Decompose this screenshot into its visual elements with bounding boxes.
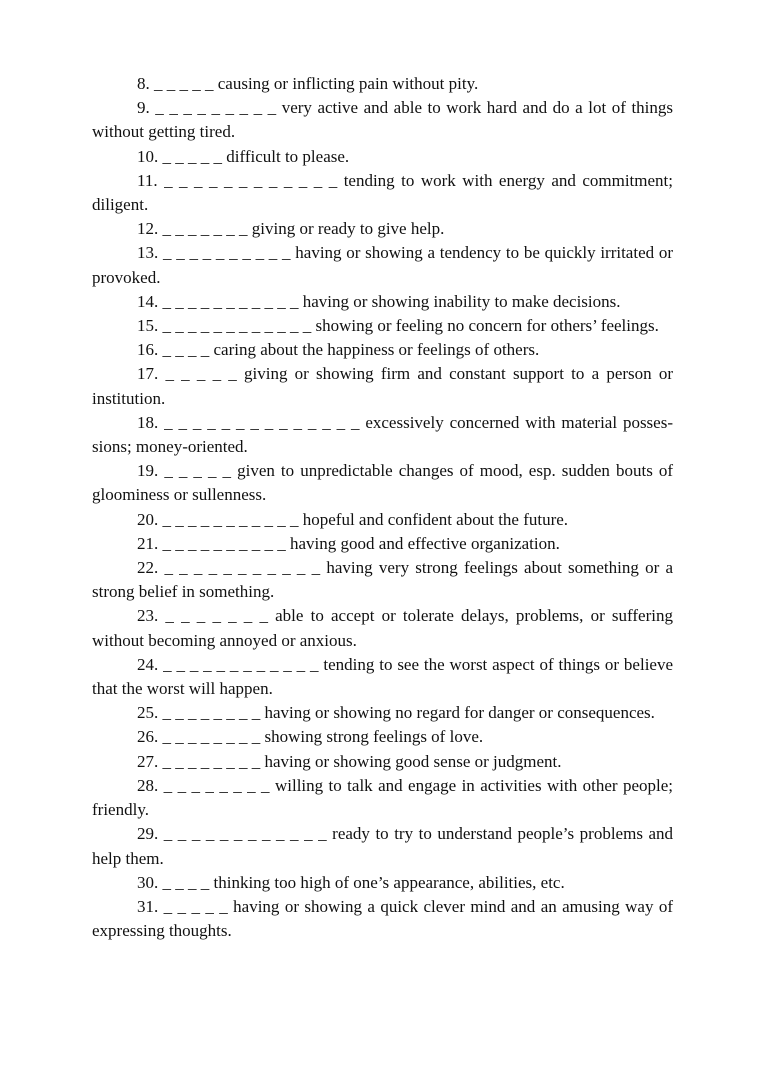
- item-number: 22.: [137, 558, 159, 578]
- item-number: 21.: [137, 533, 159, 553]
- exercise-item: [92, 241, 673, 289]
- answer-blank[interactable]: _ _ _ _ _ _ _ _ _ _ _ _: [163, 824, 327, 844]
- definition-text: given to unpredictable changes of mood, esp. sudden bouts of gloominess or sullenness.: [92, 461, 674, 505]
- definition-text: very active and able to work hard and do a lot of things without getting tired.: [92, 98, 674, 142]
- answer-blank[interactable]: _ _ _ _ _: [162, 146, 222, 166]
- definition-text: having good and effective organization.: [290, 533, 560, 553]
- answer-blank[interactable]: _ _ _ _ _ _ _ _ _ _ _: [162, 509, 299, 529]
- item-number: 27.: [137, 751, 159, 771]
- definition-text: tending to work with energy and commitment; diligent.: [92, 170, 673, 215]
- definition-text: giving or ready to give help.: [251, 219, 445, 239]
- definition-text: showing or feeling no concern for others’ feelings.: [315, 316, 659, 336]
- exercise-item: [92, 96, 673, 144]
- answer-blank[interactable]: _ _ _ _ _: [163, 896, 228, 916]
- item-number: 8.: [137, 74, 150, 93]
- definition-text: caring about the happiness or feelings of others.: [213, 340, 540, 360]
- exercise-item: [92, 532, 673, 556]
- definition-text: able to accept or tolerate delays, problems, or suffering without becoming annoyed or anxious.: [92, 606, 673, 650]
- exercise-item: [92, 362, 673, 410]
- answer-blank[interactable]: _ _ _ _ _: [165, 364, 237, 384]
- item-number: 24.: [137, 654, 159, 674]
- answer-blank[interactable]: _ _ _ _ _: [154, 74, 214, 93]
- definition-text: having or showing good sense or judgment.: [264, 751, 562, 771]
- item-number: 31.: [137, 896, 159, 916]
- answer-blank[interactable]: _ _ _ _ _ _ _ _: [162, 703, 261, 723]
- exercise-item: [92, 604, 673, 652]
- definition-text: tending to see the worst aspect of things or believe that the worst will happen.: [92, 654, 674, 699]
- definition-text: giving or showing firm and constant support to a person or institution.: [92, 364, 674, 408]
- definition-text: willing to talk and engage in activities with other people; friendly.: [92, 775, 674, 820]
- definition-text: causing or inflicting pain without pity.: [217, 74, 479, 93]
- item-number: 10.: [137, 146, 159, 166]
- item-number: 30.: [137, 872, 159, 892]
- exercise-item: [92, 145, 673, 169]
- exercise-item: [92, 290, 673, 314]
- exercise-item: [92, 338, 673, 362]
- answer-blank[interactable]: _ _ _ _ _ _ _ _ _ _: [162, 243, 291, 263]
- item-number: 17.: [137, 364, 159, 384]
- item-number: 20.: [137, 509, 159, 529]
- answer-blank[interactable]: _ _ _ _ _ _ _ _: [163, 775, 270, 795]
- item-number: 23.: [137, 606, 159, 626]
- definition-text: having or showing a tendency to be quickly irritated or provoked.: [92, 243, 674, 287]
- exercise-item: [92, 556, 673, 604]
- exercise-item: [92, 217, 673, 241]
- answer-blank[interactable]: _ _ _ _ _ _ _ _ _ _: [162, 533, 286, 553]
- exercise-item: [92, 725, 673, 749]
- exercise-item: [92, 508, 673, 532]
- exercise-item: [92, 895, 673, 943]
- answer-blank[interactable]: _ _ _ _ _ _ _ _ _ _ _: [164, 558, 321, 578]
- definition-text: having or showing a quick clever mind and an amusing way of expressing thoughts.: [92, 896, 674, 941]
- item-number: 25.: [137, 703, 159, 723]
- definition-text: thinking too high of one’s appearance, abilities, etc.: [213, 872, 565, 892]
- item-number: 15.: [137, 316, 159, 336]
- definition-text: having very strong feelings about something or a strong belief in something.: [92, 558, 673, 602]
- answer-blank[interactable]: _ _ _ _ _ _ _ _: [162, 727, 261, 747]
- item-number: 14.: [137, 291, 159, 311]
- item-number: 28.: [137, 775, 159, 795]
- vocabulary-exercise-list: [92, 72, 673, 943]
- definition-text: excessively concerned with material possessions; money-oriented.: [92, 412, 674, 457]
- answer-blank[interactable]: _ _ _ _ _ _ _: [162, 219, 248, 239]
- item-number: 19.: [137, 461, 159, 481]
- exercise-item: [92, 750, 673, 774]
- definition-text: showing strong feelings of love.: [264, 727, 484, 747]
- exercise-item: [92, 72, 673, 96]
- definition-text: ready to try to understand people’s problems and help them.: [92, 824, 674, 868]
- item-number: 26.: [137, 727, 159, 747]
- item-number: 11.: [137, 170, 158, 190]
- answer-blank[interactable]: _ _ _ _ _ _ _ _ _ _ _ _: [162, 316, 312, 336]
- definition-text: hopeful and confident about the future.: [302, 509, 569, 529]
- answer-blank[interactable]: _ _ _ _: [162, 872, 210, 892]
- exercise-item: [92, 871, 673, 895]
- item-number: 29.: [137, 824, 159, 844]
- answer-blank[interactable]: _ _ _ _ _: [164, 461, 232, 481]
- answer-blank[interactable]: _ _ _ _ _ _ _: [165, 606, 268, 626]
- answer-blank[interactable]: _ _ _ _ _ _ _ _ _ _ _ _: [164, 170, 338, 190]
- exercise-item: [92, 314, 673, 338]
- definition-text: having or showing inability to make decisions.: [302, 291, 621, 311]
- answer-blank[interactable]: _ _ _ _ _ _ _ _ _ _ _ _ _ _: [164, 412, 360, 432]
- answer-blank[interactable]: _ _ _ _ _ _ _ _ _: [155, 98, 277, 118]
- exercise-item: [92, 169, 673, 217]
- exercise-item: [92, 653, 673, 701]
- exercise-item: [92, 459, 673, 507]
- exercise-item: [92, 411, 673, 459]
- exercise-item: [92, 822, 673, 870]
- item-number: 9.: [137, 98, 150, 118]
- answer-blank[interactable]: _ _ _ _ _ _ _ _ _ _ _: [162, 291, 299, 311]
- answer-blank[interactable]: _ _ _ _ _ _ _ _: [162, 751, 261, 771]
- item-number: 13.: [137, 243, 159, 263]
- item-number: 18.: [137, 412, 159, 432]
- answer-blank[interactable]: _ _ _ _ _ _ _ _ _ _ _ _: [163, 654, 319, 674]
- exercise-item: [92, 774, 673, 822]
- item-number: 16.: [137, 340, 159, 360]
- exercise-item: [92, 701, 673, 725]
- definition-text: having or showing no regard for danger or consequences.: [264, 703, 655, 723]
- definition-text: difficult to please.: [226, 146, 350, 166]
- item-number: 12.: [137, 219, 159, 239]
- answer-blank[interactable]: _ _ _ _: [162, 340, 210, 360]
